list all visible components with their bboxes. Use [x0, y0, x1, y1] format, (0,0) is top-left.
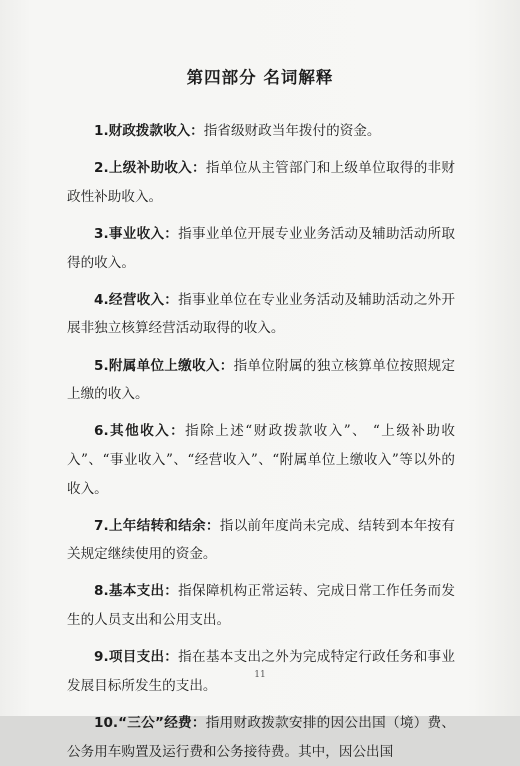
glossary-definition: 指在基本支出之外为完成特定行政任务和事业发展目标所发生的支出。	[67, 649, 456, 694]
page-number: 11	[254, 670, 266, 680]
glossary-term: 8.基本支出：	[94, 583, 179, 600]
glossary-entry	[67, 154, 455, 211]
glossary-term: 10.“三公”经费：	[94, 715, 206, 732]
glossary-entry	[67, 117, 455, 146]
glossary-entry	[67, 417, 455, 503]
glossary-definition: 指除上述“财政拨款收入”、 “上级补助收入”、“事业收入”、“经营收入”、“附属单位上缴收入”等以外的收入。	[67, 423, 455, 497]
glossary-definition: 指单位从主管部门和上级单位取得的非财政性补助收入。	[67, 160, 456, 205]
glossary-entry	[67, 577, 455, 634]
glossary-term: 1.财政拨款收入：	[94, 123, 204, 139]
glossary-entry	[67, 220, 455, 277]
glossary-definition: 指保障机构正常运转、完成日常工作任务而发生的人员支出和公用支出。	[67, 583, 456, 629]
glossary-entry	[67, 286, 455, 343]
glossary-term: 3.事业收入：	[94, 225, 179, 242]
glossary-entry	[67, 709, 455, 766]
glossary-definition: 指用财政拨款安排的因公出国（境）费、公务用车购置及运行费和公务接待费。其中，因公出国	[67, 715, 456, 760]
glossary-definition: 指以前年度尚未完成、结转到本年按有关规定继续使用的资金。	[67, 517, 456, 563]
glossary-entry	[67, 352, 455, 409]
glossary-term: 2.上级补助收入：	[94, 160, 206, 177]
glossary-term: 5.附属单位上缴收入：	[94, 357, 234, 374]
glossary-entry	[67, 512, 455, 569]
glossary-term: 4.经营收入：	[94, 291, 179, 308]
glossary-term: 7.上年结转和结余：	[94, 517, 220, 534]
glossary-list	[67, 117, 455, 766]
glossary-definition: 指单位附属的独立核算单位按照规定上缴的收入。	[67, 357, 455, 403]
section-title: 第四部分 名词解释	[186, 68, 334, 87]
glossary-term: 9.项目支出：	[94, 649, 179, 666]
glossary-term: 6.其他收入：	[94, 423, 186, 440]
glossary-definition: 指事业单位在专业业务活动及辅助活动之外开展非独立核算经营活动取得的收入。	[67, 291, 456, 337]
glossary-definition: 指事业单位开展专业业务活动及辅助活动所取得的收入。	[67, 225, 456, 271]
glossary-definition: 指省级财政当年拨付的资金。	[203, 123, 381, 139]
